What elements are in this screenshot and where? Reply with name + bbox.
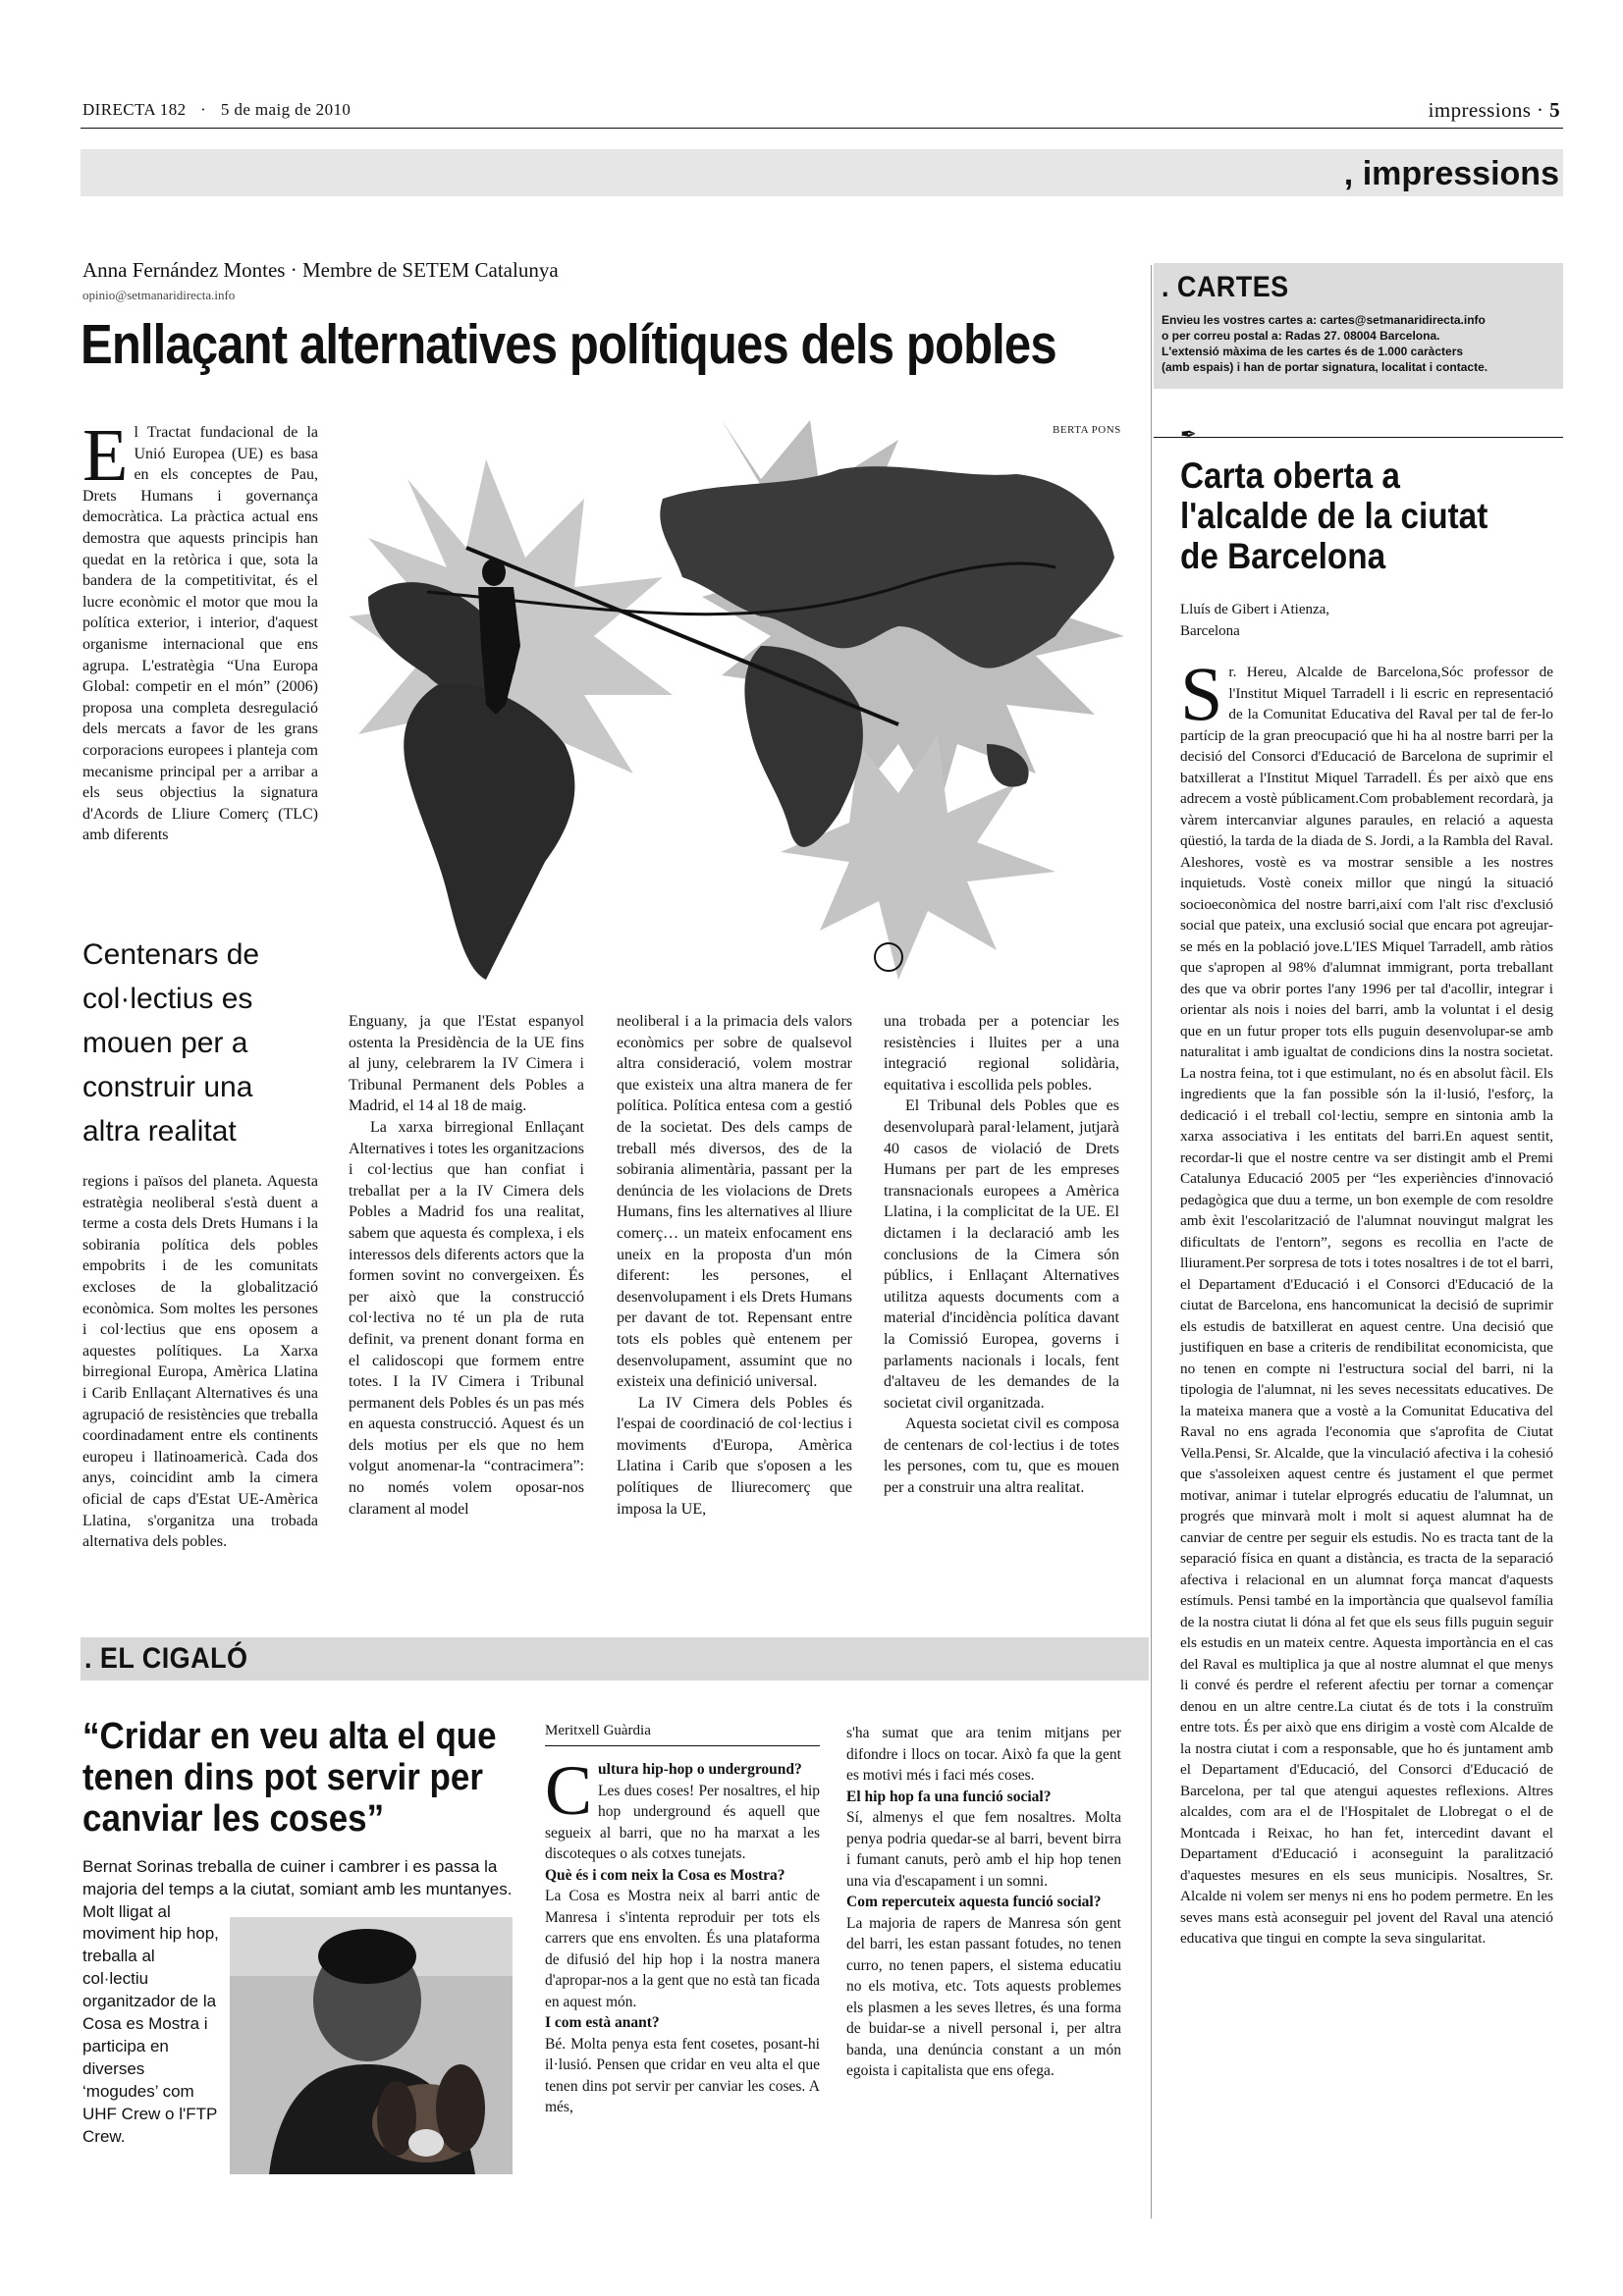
article-col1-bottom [82,1171,318,1553]
answer: Les dues coses! Per nosaltres, el hip hop underground és aquell que segueix al barri, que no ha marxat a les discoteques o als cotxes tunejats. [545,1782,820,1862]
article-col1-top [82,414,318,846]
column-divider [1151,265,1152,2218]
question: Què és i com neix la Cosa es Mostra? [545,1866,785,1884]
article-paragraph: La xarxa birregional Enllaçant Alternatives i totes les organitzacions i col·lectius que han confiat i treballat per a la IV Cimera dels Pobles a Madrid fos una realitat, sabem que aquesta és complexa, i els interessos dels diferents actors que la formen sovint no convergeixen. És per això que la construcció col·lectiva no té un pla de ruta definit, va prenent donant forma en el calidoscopi que formem entre totes. I la IV Cimera i Tribunal permanent dels Pobles és un pas més en aquesta construcció. Aquest és un dels motius per els que no hem volgut anomenar-la “contracimera”: no només volem oposar-nos clarament al model [349,1118,584,1518]
cartes-info-line: L'extensió màxima de les cartes és de 1.000 caràcters [1162,345,1464,358]
author-email: opinio@setmanaridirecta.info [82,288,236,302]
interview-col1 [545,1751,820,2118]
cartes-info-line: Envieu les vostres cartes a: cartes@setmanaridirecta.info [1162,313,1486,327]
dropcap: C [545,1751,593,1830]
letter-headline: Carta oberta a l'alcalde de la ciutat de Barcelona [1180,455,1488,576]
letter-byline [1180,599,1329,642]
cigalo-bar [81,1637,1149,1681]
cartes-title: . CARTES [1162,271,1289,303]
cartes-info [1162,312,1558,375]
section-bar-title: , impressions [1343,155,1559,192]
pullquote: Centenars de col·lectius es mouen per a construir una altra realitat [82,938,260,1148]
letter-text: r. Hereu, Alcalde de Barcelona,Sóc professor de l'Institut Miquel Tarradell i li escric en representació de la Comunitat Educativa del Raval per tal de fer-lo partícip de la gran preocupació que hi ha al nostre barri per la decisió del Consorci d'Educació de Barcelona de suprimir el batxillerat a l'Institut Miquel Tarradell. És per això que ens adrecem a vostè públicament.Com probablement recordarà, ja vàrem intercanviar algunes paraules, en relació a aquesta qüestió, la tarda de la diada de S. Jordi, a la Rambla del Raval. Aleshores, vostè es va mostrar sensible a les nostres inquietuds. Vostè coneix millor que ningú la situació socioeconòmica del nostre barri,així com l'alt risc d'exclusió social que pateix, una exclusió social que encara pot agreujar-se més en la població jove.L'IES Miquel Tarradell, amb ràtios que s'apropen al 98% d'alumnat immigrant, porta treballant des que va obrir portes l'any 1996 per tal d'acollir, integrar i orientar als nois i noies del barri, amb la voluntat i el desig que en un futur proper tots ells puguin desenvolupar-se amb naturalitat i amb igualtat de condicions dins la nostra societat. La nostra feina, tot i que estimulant, no és en absolut fàcil. Els ingredients que la fan possible són la il·lusió, l'esforç, la dedicació i el treball col·lectiu, sempre en sintonia amb la xarxa associativa i les entitats del barri.En aquest sentit, recordar-li que el nostre centre va ser distingit amb el Premi Catalunya Educació 2005 per “les experiències d'innovació pedagògica que duu a terme, un bon exemple de com resoldre amb èxit l'escolarització de l'alumnat nouvingut malgrat les dificultats de l'entorn”, segons es recollia en l'acte de lliurament.Per sorpresa de tots i totes nosaltres i de tot el barri, el Departament d'Educació i el Consorci d'Educació de la ciutat de Barcelona, ens hancomunicat la decisió de suprimir els estudis de batxillerat en aquest centre. Una decisió que justifiquen en base a criteris de rendibilitat economicista, que no tenen en compte ni l'estructura social del barri, ni la tipologia de l'alumnat, ni les seves necessitats educatives. De la mateixa manera que a vostè a la Comunitat Educativa del Raval no ens agrada l'economia que s'aprofita de Ciutat Vella.Pensi, Sr. Alcalde, que la vinculació afectiva i la cohesió que s'assoleixen aquest centre és justament el que permet motivar, animar i tutelar elprogrés educatiu de l'alumnat, un progrés que minvarà molt i molt si aquest alumnat ha de canviar de centre per seguir els estudis. No es tracta tant de la separació física en quant a distància, es tracta de la separació afectiva i relacional en un alumnat força mancat d'aquests estímuls. Pensi també en la importància que qualsevol família de la nostra ciutat li dóna al fet que els seus fills puguin seguir els estudis en un mateix centre. Aquesta importància en el cas del Raval es multiplica ja que al nostre alumnat el que menys li convé és perdre el referent afectiu per tornar a començar denou en un altre centre.La ciutat és de tots i la construïm entre tots. És per això que ens dirigim a vostè com Alcalde de la nostra ciutat i com a responsable, que ho és juntament amb el Departament d'Educació, del Consorci d'Educació de Barcelona, per tal que atengui aquestes reflexions. Altres alcaldes, com ara el de l'Hospitalet de Llobregat o el de Montcada i Reixac, ho han fet, intercedint davant el Departament d'Educació i aconseguint la paralització d'aquestes mesures en els seus municipis. Nosaltres, Sr. Alcalde ni volem ser menys ni ens ho podem permetre. En les seves mans està aconseguir pel jovent del Raval una atenció educativa que tingui en compte la seva singularitat. [1180,664,1554,1947]
article-paragraph: una trobada per a potenciar les resistències i lluites per a una integració regional solidària, equitativa i escollida pels pobles. [884,1013,1119,1094]
issue-number: DIRECTA 182 [82,100,187,119]
letter-author: Lluís de Gibert i Atienza, [1180,602,1330,617]
man-with-dog-photo [230,1917,513,2174]
question: I com està anant? [545,2014,660,2031]
article-paragraph: l Tractat fundacional de la Unió Europea (UE) es basa en els conceptes de Pau, Drets Humans i governança democràtica. La pràctica actual ens demostra que aquests principis han quedat en la retòrica i que, sota la bandera de la competitivitat, és el lucre econòmic el motor que mou la política exterior, i interior, d'aquest organisme internacional que ens agrupa. L'estratègia “Una Europa Global: competir en el món” (2006) proposa una completa desregulació dels mercats a favor de les grans corporacions europees i planteja com mecanisme principal per a arribar a els seus objectius la signatura d'Acords de Lliure Comerç (TLC) amb diferents [82,424,318,844]
running-header-left [82,100,351,120]
article-paragraph: regions i països del planeta. Aquesta estratègia neoliberal s'està duent a terme a costa dels Drets Humans i la sobirania política dels pobles empobrits i de les comunitats excloses de la globalització econòmica. Som moltes les persones i col·lectius que ens oposem a aquestes polítiques. La Xarxa birregional Europa, Amèrica Llatina i Carib Enllaçant Alternatives és una agrupació de resistències que treballa coordinadament entre els continents europeu i llatinoamericà. Cada dos anys, coincidint amb la cimera oficial de caps d'Estat UE-Amèrica Llatina, s'organitza una trobada alternativa dels pobles. [82,1173,318,1551]
dropcap: E [82,414,129,497]
answer: La Cosa es Mostra neix al barri antic de Manresa i s'intenta reproduir per tots els carrers que ens envolten. És una plataforma de difusió del hip hop i la nostra manera d'apropar-nos a la gent que no està tan ficada en aquest món. [545,1888,820,2010]
question: El hip hop fa una funció social? [846,1788,1052,1805]
article-paragraph: neoliberal i a la primacia dels valors econòmics per sobre de qualsevol altra consideració, volem mostrar que existeix una altra manera de fer política. Política entesa com a gestió de la societat. Des dels camps de treball més diversos, des de la sobirania alimentària, passant per la denúncia de les violacions de Drets Humans, fins les alternatives al lliure comerç… un mateix enfocament ens uneix en la proposta d'un món diferent: les persones, el desenvolupament i els Drets Humans per davant de tot. Repensant entre tots els pobles què entenem per desenvolupament, assumint que no existeix una definició universal. [617,1013,852,1391]
world-map-illustration [349,420,1124,988]
cigalo-intro: Bernat Sorinas treballa de cuiner i cambrer i es passa la majoria del temps a la ciutat, somiant amb les muntanyes. Molt lligat al [82,1857,513,1921]
running-header-right [1429,98,1560,123]
header-separator: · [200,100,207,119]
article-col2 [349,1011,584,1520]
interviewee-photo [230,1917,513,2174]
section-name: impressions [1428,98,1532,122]
article-headline: Enllaçant alternatives polítiques dels pobles [81,313,1056,376]
cartes-info-line: o per correu postal a: Radas 27. 08004 Barcelona. [1162,329,1440,343]
cartes-box [1154,263,1563,389]
interview-byline: Meritxell Guàrdia [545,1723,651,1738]
article-paragraph: Aquesta societat civil es composa de centenars de col·lectius i de totes les persones, com tu, que es mouen per a construir una altra realitat. [884,1415,1119,1497]
article-paragraph: La IV Cimera dels Pobles és l'espai de coordinació de col·lectius i moviments d'Europa, Amèrica Llatina i Carib que s'oposen a les polítiques de lliurecomerç que imposa la UE, [617,1394,852,1518]
answer: Bé. Molta penya esta fent cosetes, posant-hi il·lusió. Pensen que cridar en veu alta el que tenen dins pot servir per canviar les coses. A més, [545,2035,820,2115]
page-number: 5 [1549,98,1560,122]
question: ultura hip-hop o underground? [598,1761,802,1778]
image-credit: BERTA PONS [1053,424,1121,436]
author-line [82,258,559,283]
pen-icon: ✒ [1180,422,1197,446]
interview-col2 [846,1723,1121,2082]
question: Com repercuteix aquesta funció social? [846,1894,1102,1910]
issue-date: 5 de maig de 2010 [220,100,352,119]
section-bar [81,149,1563,196]
page-separator: · [1537,98,1544,122]
byline-rule [545,1745,820,1746]
author-name: Anna Fernández Montes [82,258,286,282]
cartes-rule [1154,437,1563,438]
header-rule [81,128,1563,129]
article-col3 [617,1011,852,1520]
cigalo-title: . EL CIGALÓ [84,1642,248,1675]
cigalo-headline: “Cridar en veu alta el que tenen dins pot servir per canviar les coses” [82,1716,497,1840]
cigalo-intro-narrow: moviment hip hop, treballa al col·lectiu organitzador de la Cosa es Mostra i participa en diverses ‘mogudes’ com UHF Crew o l'FTP Crew. [82,1924,219,2146]
dropcap: S [1180,651,1223,736]
cartes-info-line: (amb espais) i han de portar signatura, localitat i contacte. [1162,360,1488,374]
article-col4 [884,1011,1119,1499]
answer: La majoria de rapers de Manresa són gent del barri, les estan passant fotudes, no tenen curro, no tenen papers, el sistema educatiu no els motiva, etc. Tots aquests problemes els plasmen a les seves lletres, és una forma de buidar-se a nivell personal i, per altra banda, una denúncia constant a un món egoista i capitalista que ens ofega. [846,1914,1121,2079]
author-separator: · [290,258,298,282]
article-paragraph: Enguany, ja que l'Estat espanyol ostenta la Presidència de la UE fins al juny, celebrarem la IV Cimera i Tribunal Permanent dels Pobles a Madrid, el 14 al 18 de maig. [349,1013,584,1115]
answer: Sí, almenys el que fem nosaltres. Molta penya podria quedar-se al barri, bevent birra i fumant canuts, però amb el hip hop tenen una via d'escapament i un somni. [846,1809,1121,1890]
letter-city: Barcelona [1180,623,1240,639]
author-role: Membre de SETEM Catalunya [301,258,559,282]
answer: s'ha sumat que ara tenim mitjans per difondre i llocs on tocar. Això fa que la gent es motivi més i faci més coses. [846,1725,1121,1784]
letter-body [1180,651,1554,1949]
tightrope-walker-illustration [349,420,1124,988]
article-paragraph: El Tribunal dels Pobles que es desenvoluparà paral·lelament, jutjarà 40 casos de violació de Drets Humans per part de les empreses transnacionals europees a Amèrica Llatina, i la complicitat de la UE. El dictamen i la declaració amb les conclusions de la Cimera són públics, i Enllaçant Alternatives utilitza aquests documents com a material d'incidència política davant la Comissió Europea, governs i parlaments nacionals i locals, fent d'altaveu de les demandes de la societat civil organitzada. [884,1097,1119,1412]
